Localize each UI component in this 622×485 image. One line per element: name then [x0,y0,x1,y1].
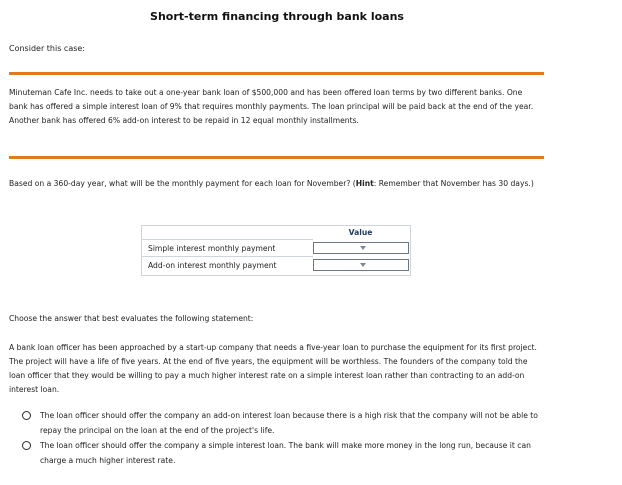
radio-option-2[interactable] [22,441,31,450]
option-1-text[interactable]: The loan officer should offer the company an add-on interest loan because there is a high risk that the company will not be able to repay the principal on the loan at the end of the project's life. [40,411,538,435]
addon-payment-select[interactable] [313,259,409,271]
row-label-addon: Add-on interest monthly payment [141,256,313,273]
question-text-after: : Remember that November has 30 days.) [373,179,534,188]
question-text [9,177,541,191]
mc-prompt: Choose the answer that best evaluates the following statement: [9,314,254,323]
intro-text: Consider this case: [9,44,85,53]
page-title: Short-term financing through bank loans [150,10,404,23]
hint-label: Hint [355,179,374,188]
case-text: Minuteman Cafe Inc. needs to take out a one-year bank loan of $500,000 and has been offered loan terms by two different banks. One bank has offered a simple interest loan of 9% that requires monthly payments. The loan principal will be paid back at the end of the year. Another bank has offered 6% add-on interest to be repaid in 12 equal monthly installments. [9,88,534,125]
divider-top [9,72,544,75]
chevron-down-icon [360,263,366,267]
question-text-before: Based on a 360-day year, what will be the monthly payment for each loan for November? ( [9,179,356,188]
simple-payment-select[interactable] [313,242,409,254]
row-label-simple: Simple interest monthly payment [141,239,313,256]
value-column-header: Value [348,228,373,237]
mc-statement: A bank loan officer has been approached by a start-up company that needs a five-year loan to purchase the equipment for its first project. The project will have a life of five years. At the end of five years, the equipment will be worthless. The founders of the company told the loan officer that they would be willing to pay a much higher interest rate on a simple interest loan rather than contracting to an add-on interest loan. [9,343,537,394]
option-2-text[interactable]: The loan officer should offer the company a simple interest loan. The bank will make more money in the long run, because it can charge a much higher interest rate. [40,441,531,465]
chevron-down-icon [360,246,366,250]
radio-option-1[interactable] [22,411,31,420]
divider-bottom [9,156,544,159]
